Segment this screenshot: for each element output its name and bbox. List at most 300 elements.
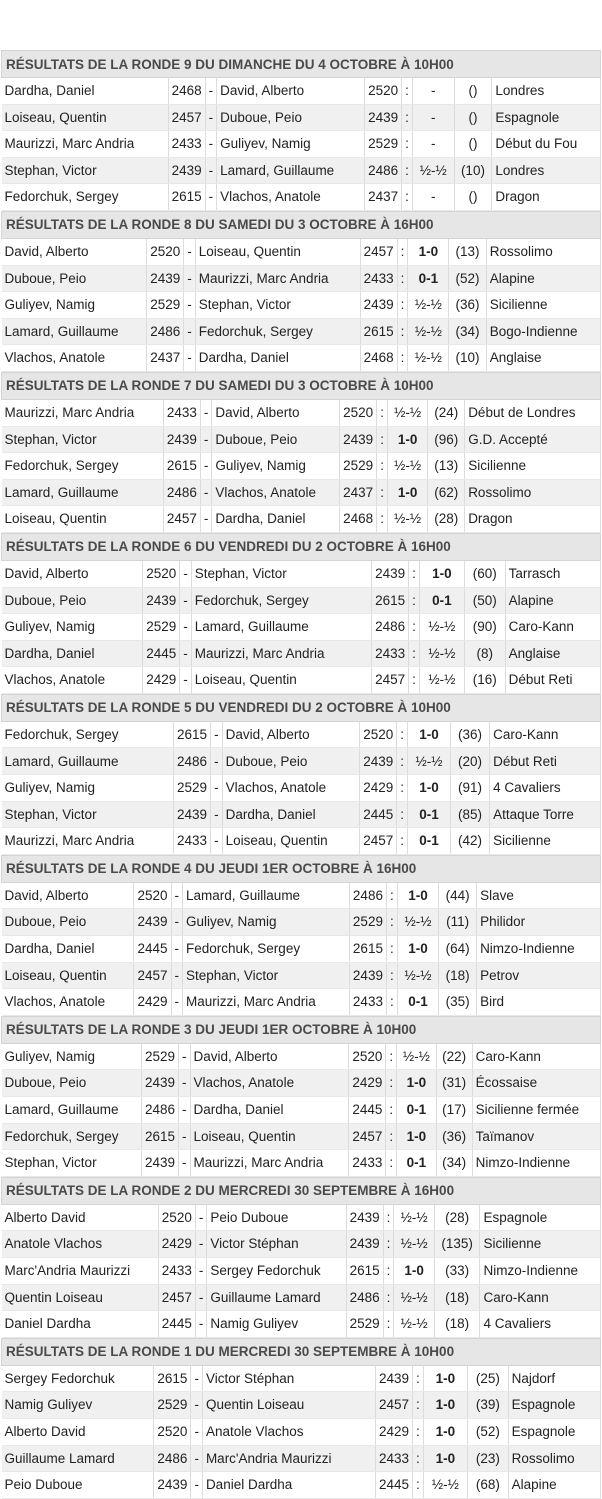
game-row xyxy=(2,1097,601,1124)
black-player: Lamard, Guillaume xyxy=(191,614,371,641)
white-player: Vlachos, Anatole xyxy=(2,345,147,372)
black-rating: 2486 xyxy=(349,882,386,909)
versus-dash: - xyxy=(191,1472,203,1499)
move-count: (22) xyxy=(436,1043,472,1070)
white-player: Lamard, Guillaume xyxy=(2,748,174,775)
black-rating: 2439 xyxy=(375,1365,412,1392)
result-colon: : xyxy=(383,1284,394,1311)
versus-dash: - xyxy=(195,1231,207,1258)
black-rating: 2468 xyxy=(360,345,397,372)
game-row xyxy=(2,345,601,372)
move-count: (90) xyxy=(464,614,505,641)
black-player: Vlachos, Anatole xyxy=(190,1070,349,1097)
opening-name: Nimzo-Indienne xyxy=(472,1150,600,1177)
move-count: (39) xyxy=(468,1392,508,1419)
game-result: 1-0 xyxy=(423,1365,467,1392)
black-rating: 2439 xyxy=(360,292,397,319)
white-player: Lamard, Guillaume xyxy=(2,1097,142,1124)
game-result: - xyxy=(412,78,454,105)
white-player: Alberto David xyxy=(2,1204,159,1231)
round-title: RÉSULTATS DE LA RONDE 1 DU MERCREDI 30 SEPTEMBRE À 10H00 xyxy=(2,1338,601,1365)
white-rating: 2457 xyxy=(168,104,205,131)
result-colon: : xyxy=(377,399,388,426)
black-rating: 2457 xyxy=(360,238,397,265)
versus-dash: - xyxy=(195,1284,207,1311)
white-player: Daniel Dardha xyxy=(2,1311,159,1338)
game-result: 1-0 xyxy=(423,1445,467,1472)
result-colon: : xyxy=(383,1311,394,1338)
game-row xyxy=(2,479,601,506)
game-result: - xyxy=(412,104,454,131)
versus-dash: - xyxy=(211,775,223,802)
black-player: David, Alberto xyxy=(222,721,360,748)
game-result: ½-½ xyxy=(394,1284,434,1311)
versus-dash: - xyxy=(205,78,217,105)
game-result: ½-½ xyxy=(412,157,454,184)
result-colon: : xyxy=(377,506,388,533)
opening-name: Sicilienne xyxy=(486,292,600,319)
game-row xyxy=(2,157,601,184)
black-rating: 2457 xyxy=(349,1123,386,1150)
white-rating: 2529 xyxy=(154,1392,191,1419)
move-count: (11) xyxy=(439,909,477,936)
white-player: Fedorchuk, Sergey xyxy=(2,721,174,748)
move-count: (17) xyxy=(436,1097,472,1124)
black-player: Victor Stéphan xyxy=(202,1365,375,1392)
white-rating: 2520 xyxy=(143,560,180,587)
round-table xyxy=(1,372,601,533)
versus-dash: - xyxy=(211,748,223,775)
move-count: (23) xyxy=(468,1445,508,1472)
versus-dash: - xyxy=(179,1097,191,1124)
black-player: Maurizzi, Marc Andria xyxy=(190,1150,349,1177)
white-player: Sergey Fedorchuk xyxy=(2,1365,154,1392)
versus-dash: - xyxy=(205,184,217,211)
result-colon: : xyxy=(377,426,388,453)
black-player: David, Alberto xyxy=(190,1043,349,1070)
opening-name: Anglaise xyxy=(505,640,600,667)
game-result: 1-0 xyxy=(387,426,427,453)
move-count: (42) xyxy=(450,828,489,855)
white-rating: 2615 xyxy=(141,1123,178,1150)
game-result: 1-0 xyxy=(408,775,451,802)
black-rating: 2457 xyxy=(375,1392,412,1419)
game-result: 1-0 xyxy=(397,936,439,963)
opening-name: Najdorf xyxy=(508,1365,600,1392)
move-count: () xyxy=(454,131,492,158)
versus-dash: - xyxy=(191,1392,203,1419)
opening-name: 4 Cavaliers xyxy=(490,775,601,802)
white-player: Maurizzi, Marc Andria xyxy=(2,131,169,158)
game-result: ½-½ xyxy=(408,292,449,319)
game-result: 0-1 xyxy=(397,1150,436,1177)
black-rating: 2520 xyxy=(365,78,402,105)
round-title: RÉSULTATS DE LA RONDE 9 DU DIMANCHE DU 4 OCTOBRE À 10H00 xyxy=(2,51,601,78)
result-colon: : xyxy=(383,1204,394,1231)
white-player: Duboue, Peio xyxy=(2,1070,142,1097)
black-rating: 2529 xyxy=(340,453,377,480)
game-result: 1-0 xyxy=(423,1392,467,1419)
white-rating: 2486 xyxy=(174,748,211,775)
game-row xyxy=(2,131,601,158)
black-rating: 2439 xyxy=(346,1231,383,1258)
opening-name: Petrov xyxy=(477,962,601,989)
result-colon: : xyxy=(402,157,413,184)
result-colon: : xyxy=(397,721,408,748)
opening-name: Espagnole xyxy=(492,104,601,131)
white-rating: 2520 xyxy=(134,882,171,909)
black-player: Quentin Loiseau xyxy=(202,1392,375,1419)
versus-dash: - xyxy=(184,292,196,319)
game-row xyxy=(2,238,601,265)
result-colon: : xyxy=(386,909,397,936)
round-title: RÉSULTATS DE LA RONDE 3 DU JEUDI 1ER OCTOBRE À 10H00 xyxy=(2,1016,601,1043)
black-player: Maurizzi, Marc Andria xyxy=(183,989,350,1016)
black-player: Guliyev, Namig xyxy=(217,131,365,158)
round-table xyxy=(1,855,601,1016)
opening-name: Rossolimo xyxy=(508,1445,600,1472)
game-result: 1-0 xyxy=(397,882,439,909)
move-count: (36) xyxy=(450,721,489,748)
white-player: Loiseau, Quentin xyxy=(2,104,169,131)
white-rating: 2486 xyxy=(154,1445,191,1472)
game-row xyxy=(2,104,601,131)
white-rating: 2439 xyxy=(168,157,205,184)
white-rating: 2439 xyxy=(143,587,180,614)
move-count: (10) xyxy=(449,345,486,372)
opening-name: Début Reti xyxy=(490,748,601,775)
result-colon: : xyxy=(412,1365,423,1392)
white-rating: 2433 xyxy=(158,1257,195,1284)
opening-name: Espagnole xyxy=(480,1204,601,1231)
game-row xyxy=(2,962,601,989)
white-rating: 2439 xyxy=(147,265,184,292)
opening-name: Sicilienne xyxy=(490,828,601,855)
move-count: (31) xyxy=(436,1070,472,1097)
game-result: - xyxy=(412,131,454,158)
white-rating: 2457 xyxy=(158,1284,195,1311)
black-player: Dardha, Daniel xyxy=(212,506,340,533)
black-rating: 2429 xyxy=(375,1418,412,1445)
versus-dash: - xyxy=(171,936,183,963)
white-rating: 2486 xyxy=(147,318,184,345)
opening-name: Taïmanov xyxy=(472,1123,600,1150)
move-count: (34) xyxy=(449,318,486,345)
black-player: Lamard, Guillaume xyxy=(183,882,350,909)
versus-dash: - xyxy=(195,1257,207,1284)
game-row xyxy=(2,184,601,211)
game-result: 0-1 xyxy=(408,265,449,292)
game-result: 1-0 xyxy=(408,238,449,265)
round-title: RÉSULTATS DE LA RONDE 6 DU VENDREDI DU 2 OCTOBRE À 16H00 xyxy=(2,533,601,560)
white-rating: 2529 xyxy=(141,1043,178,1070)
black-rating: 2445 xyxy=(349,1097,386,1124)
white-player: Vlachos, Anatole xyxy=(2,667,143,694)
game-row xyxy=(2,1472,601,1499)
black-rating: 2433 xyxy=(349,989,386,1016)
white-rating: 2529 xyxy=(174,775,211,802)
game-result: 1-0 xyxy=(419,560,464,587)
game-row xyxy=(2,453,601,480)
white-rating: 2445 xyxy=(134,936,171,963)
result-colon: : xyxy=(397,775,408,802)
versus-dash: - xyxy=(195,1204,207,1231)
black-rating: 2433 xyxy=(372,640,409,667)
move-count: () xyxy=(454,78,492,105)
game-row xyxy=(2,426,601,453)
game-row xyxy=(2,1204,601,1231)
black-rating: 2615 xyxy=(360,318,397,345)
white-rating: 2429 xyxy=(158,1231,195,1258)
white-rating: 2439 xyxy=(134,909,171,936)
black-rating: 2520 xyxy=(340,399,377,426)
white-rating: 2457 xyxy=(163,506,200,533)
versus-dash: - xyxy=(171,909,183,936)
result-colon: : xyxy=(386,962,397,989)
white-player: Dardha, Daniel xyxy=(2,78,169,105)
white-rating: 2429 xyxy=(143,667,180,694)
game-row xyxy=(2,1445,601,1472)
white-player: Quentin Loiseau xyxy=(2,1284,159,1311)
opening-name: Caro-Kann xyxy=(490,721,601,748)
black-rating: 2520 xyxy=(349,1043,386,1070)
result-colon: : xyxy=(397,292,408,319)
round-title: RÉSULTATS DE LA RONDE 4 DU JEUDI 1ER OCTOBRE À 16H00 xyxy=(2,855,601,882)
game-result: ½-½ xyxy=(397,1043,436,1070)
black-player: Sergey Fedorchuk xyxy=(207,1257,346,1284)
move-count: (135) xyxy=(434,1231,480,1258)
white-player: David, Alberto xyxy=(2,882,134,909)
result-colon: : xyxy=(402,104,413,131)
round-table xyxy=(1,1338,601,1499)
versus-dash: - xyxy=(191,1365,203,1392)
opening-name: Rossolimo xyxy=(486,238,600,265)
versus-dash: - xyxy=(171,962,183,989)
white-rating: 2468 xyxy=(168,78,205,105)
opening-name: Alapine xyxy=(486,265,600,292)
game-result: ½-½ xyxy=(419,640,464,667)
move-count: (20) xyxy=(450,748,489,775)
black-player: Guliyev, Namig xyxy=(212,453,340,480)
white-player: Loiseau, Quentin xyxy=(2,962,134,989)
black-rating: 2445 xyxy=(360,801,397,828)
game-row xyxy=(2,506,601,533)
opening-name: Sicilienne xyxy=(480,1231,601,1258)
black-rating: 2439 xyxy=(365,104,402,131)
black-player: Daniel Dardha xyxy=(202,1472,375,1499)
opening-name: Philidor xyxy=(477,909,601,936)
result-colon: : xyxy=(402,184,413,211)
versus-dash: - xyxy=(200,399,212,426)
opening-name: Dragon xyxy=(465,506,601,533)
versus-dash: - xyxy=(200,453,212,480)
result-colon: : xyxy=(397,318,408,345)
move-count: (91) xyxy=(450,775,489,802)
move-count: (13) xyxy=(428,453,465,480)
game-row xyxy=(2,318,601,345)
move-count: (24) xyxy=(428,399,465,426)
black-rating: 2439 xyxy=(340,426,377,453)
white-player: Duboue, Peio xyxy=(2,265,147,292)
white-rating: 2486 xyxy=(141,1097,178,1124)
black-player: Maurizzi, Marc Andria xyxy=(195,265,360,292)
black-rating: 2429 xyxy=(349,1070,386,1097)
game-result: ½-½ xyxy=(408,345,449,372)
game-row xyxy=(2,1150,601,1177)
black-rating: 2486 xyxy=(346,1284,383,1311)
black-player: Guillaume Lamard xyxy=(207,1284,346,1311)
game-result: ½-½ xyxy=(423,1472,467,1499)
game-result: - xyxy=(412,184,454,211)
versus-dash: - xyxy=(180,667,192,694)
black-rating: 2615 xyxy=(349,936,386,963)
opening-name: Anglaise xyxy=(486,345,600,372)
white-rating: 2520 xyxy=(154,1418,191,1445)
result-colon: : xyxy=(412,1392,423,1419)
result-colon: : xyxy=(386,1070,397,1097)
black-player: Stephan, Victor xyxy=(183,962,350,989)
black-player: Lamard, Guillaume xyxy=(217,157,365,184)
game-result: 1-0 xyxy=(397,1123,436,1150)
opening-name: Bogo-Indienne xyxy=(486,318,600,345)
result-colon: : xyxy=(409,667,420,694)
white-rating: 2433 xyxy=(163,399,200,426)
game-row xyxy=(2,989,601,1016)
game-row xyxy=(2,1231,601,1258)
versus-dash: - xyxy=(179,1043,191,1070)
white-player: Anatole Vlachos xyxy=(2,1231,159,1258)
versus-dash: - xyxy=(191,1418,203,1445)
white-rating: 2429 xyxy=(134,989,171,1016)
move-count: () xyxy=(454,104,492,131)
white-player: Marc'Andria Maurizzi xyxy=(2,1257,159,1284)
white-rating: 2529 xyxy=(143,614,180,641)
game-row xyxy=(2,399,601,426)
opening-name: Tarrasch xyxy=(505,560,600,587)
game-row xyxy=(2,1043,601,1070)
white-player: Loiseau, Quentin xyxy=(2,506,164,533)
versus-dash: - xyxy=(171,882,183,909)
black-player: Fedorchuk, Sergey xyxy=(191,587,371,614)
white-player: Fedorchuk, Sergey xyxy=(2,1123,142,1150)
game-result: ½-½ xyxy=(387,506,427,533)
white-rating: 2437 xyxy=(147,345,184,372)
game-result: ½-½ xyxy=(394,1231,434,1258)
white-player: Stephan, Victor xyxy=(2,426,164,453)
black-rating: 2615 xyxy=(372,587,409,614)
versus-dash: - xyxy=(180,614,192,641)
result-colon: : xyxy=(397,828,408,855)
white-rating: 2615 xyxy=(163,453,200,480)
black-rating: 2486 xyxy=(372,614,409,641)
move-count: (62) xyxy=(428,479,465,506)
move-count: (28) xyxy=(434,1204,480,1231)
black-player: Fedorchuk, Sergey xyxy=(183,936,350,963)
result-colon: : xyxy=(377,453,388,480)
game-row xyxy=(2,1284,601,1311)
white-rating: 2433 xyxy=(168,131,205,158)
black-rating: 2529 xyxy=(346,1311,383,1338)
move-count: (64) xyxy=(439,936,477,963)
black-player: Loiseau, Quentin xyxy=(190,1123,349,1150)
white-rating: 2439 xyxy=(141,1150,178,1177)
black-rating: 2437 xyxy=(340,479,377,506)
opening-name: Nimzo-Indienne xyxy=(477,936,601,963)
black-rating: 2433 xyxy=(349,1150,386,1177)
white-player: Duboue, Peio xyxy=(2,587,143,614)
game-row xyxy=(2,801,601,828)
move-count: (18) xyxy=(434,1311,480,1338)
game-row xyxy=(2,909,601,936)
white-player: Guliyev, Namig xyxy=(2,1043,142,1070)
opening-name: Début du Fou xyxy=(492,131,601,158)
white-player: Lamard, Guillaume xyxy=(2,318,147,345)
black-player: David, Alberto xyxy=(212,399,340,426)
white-player: Stephan, Victor xyxy=(2,801,174,828)
move-count: (8) xyxy=(464,640,505,667)
white-rating: 2615 xyxy=(154,1365,191,1392)
black-player: Vlachos, Anatole xyxy=(222,775,360,802)
white-rating: 2615 xyxy=(174,721,211,748)
move-count: (44) xyxy=(439,882,477,909)
black-rating: 2529 xyxy=(365,131,402,158)
game-result: 0-1 xyxy=(408,801,451,828)
versus-dash: - xyxy=(205,131,217,158)
white-player: Guliyev, Namig xyxy=(2,292,147,319)
opening-name: Caro-Kann xyxy=(480,1284,601,1311)
black-player: Vlachos, Anatole xyxy=(217,184,365,211)
game-row xyxy=(2,78,601,105)
move-count: (36) xyxy=(436,1123,472,1150)
black-player: David, Alberto xyxy=(217,78,365,105)
white-player: Dardha, Daniel xyxy=(2,936,134,963)
game-row xyxy=(2,614,601,641)
game-row xyxy=(2,775,601,802)
white-rating: 2439 xyxy=(154,1472,191,1499)
game-result: 1-0 xyxy=(387,479,427,506)
opening-name: Espagnole xyxy=(508,1418,600,1445)
versus-dash: - xyxy=(180,587,192,614)
black-player: Duboue, Peio xyxy=(222,748,360,775)
game-result: 0-1 xyxy=(419,587,464,614)
move-count: (18) xyxy=(439,962,477,989)
result-colon: : xyxy=(386,882,397,909)
white-player: Guliyev, Namig xyxy=(2,614,143,641)
game-row xyxy=(2,640,601,667)
versus-dash: - xyxy=(205,157,217,184)
game-result: ½-½ xyxy=(394,1204,434,1231)
opening-name: 4 Cavaliers xyxy=(480,1311,601,1338)
white-player: David, Alberto xyxy=(2,238,147,265)
versus-dash: - xyxy=(179,1123,191,1150)
result-colon: : xyxy=(412,1472,423,1499)
versus-dash: - xyxy=(180,560,192,587)
black-rating: 2439 xyxy=(360,748,397,775)
round-results-list xyxy=(1,50,601,1499)
white-rating: 2486 xyxy=(163,479,200,506)
white-rating: 2439 xyxy=(163,426,200,453)
result-colon: : xyxy=(386,936,397,963)
opening-name: Début Reti xyxy=(505,667,600,694)
result-colon: : xyxy=(383,1257,394,1284)
opening-name: G.D. Accepté xyxy=(465,426,601,453)
black-player: Loiseau, Quentin xyxy=(222,828,360,855)
move-count: (85) xyxy=(450,801,489,828)
game-result: ½-½ xyxy=(408,318,449,345)
opening-name: Rossolimo xyxy=(465,479,601,506)
white-player: Dardha, Daniel xyxy=(2,640,143,667)
versus-dash: - xyxy=(171,989,183,1016)
